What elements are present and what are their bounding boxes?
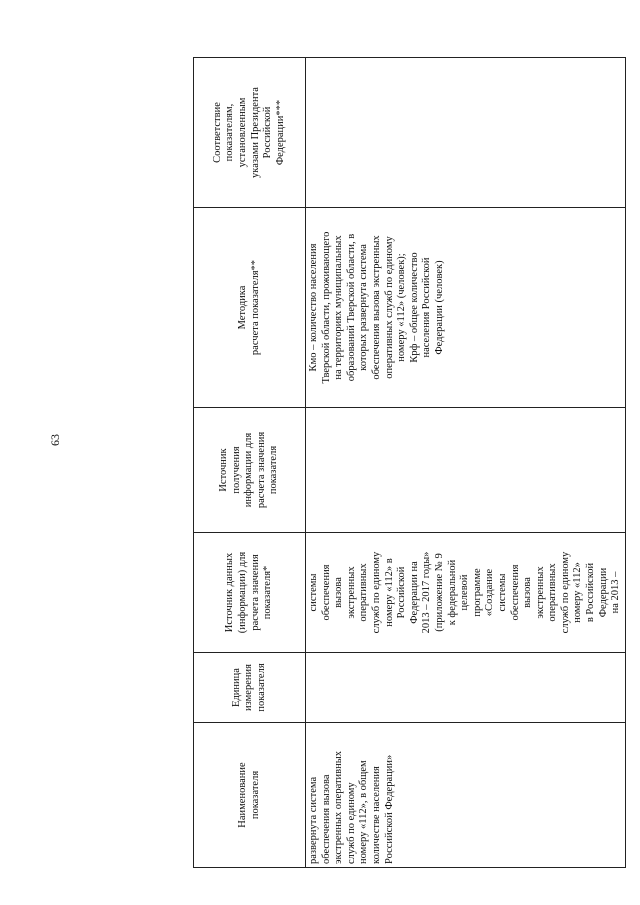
header-unit: Единица измерения показателя (194, 653, 306, 723)
cell-data-source: системы обеспечения вызова экстренных оперативных служб по единому номеру «112» в Российской Федерации на 2013 – 2017 годы» (приложение № 9 к федеральной целевой программе «Создание системы обеспечения вызова экстренных оперативных служб по единому номеру «112» в Российской Федерации на 2013 – (306, 533, 626, 653)
header-indicator-name: Наименование показателя (194, 723, 306, 868)
page-number: 63 (48, 434, 62, 446)
table-header-row (194, 58, 306, 868)
header-method: Методика расчета показателя** (194, 208, 306, 408)
indicator-table (193, 57, 626, 868)
cell-info-source (306, 408, 626, 533)
method-kmo-definition: Кмо – количество населения Тверской области, проживающего на территориях муниципальных образований Тверской области, в которых развернута система обеспечения вызова экстренных оперативных служб по единому номеру «112» (человек); (308, 231, 408, 384)
cell-unit (306, 653, 626, 723)
table-row (306, 58, 626, 868)
header-data-source: Источник данных (информации) для расчета значения показателя* (194, 533, 306, 653)
cell-indicator-name: развернута система обеспечения вызова экстренных оперативных служб по единому номеру «112», в общем количестве населения Российской Федерации» (306, 723, 626, 868)
header-compliance: Соответствие показателям, установленным указами Президента Российской Федерации*** (194, 58, 306, 208)
cell-compliance (306, 58, 626, 208)
rotated-table-page (193, 58, 622, 868)
method-krf-definition: Крф – общее количество населения Российской Федерации (человек) (408, 252, 445, 363)
cell-method (306, 208, 626, 408)
header-info-source: Источник получения информации для расчета значения показателя (194, 408, 306, 533)
